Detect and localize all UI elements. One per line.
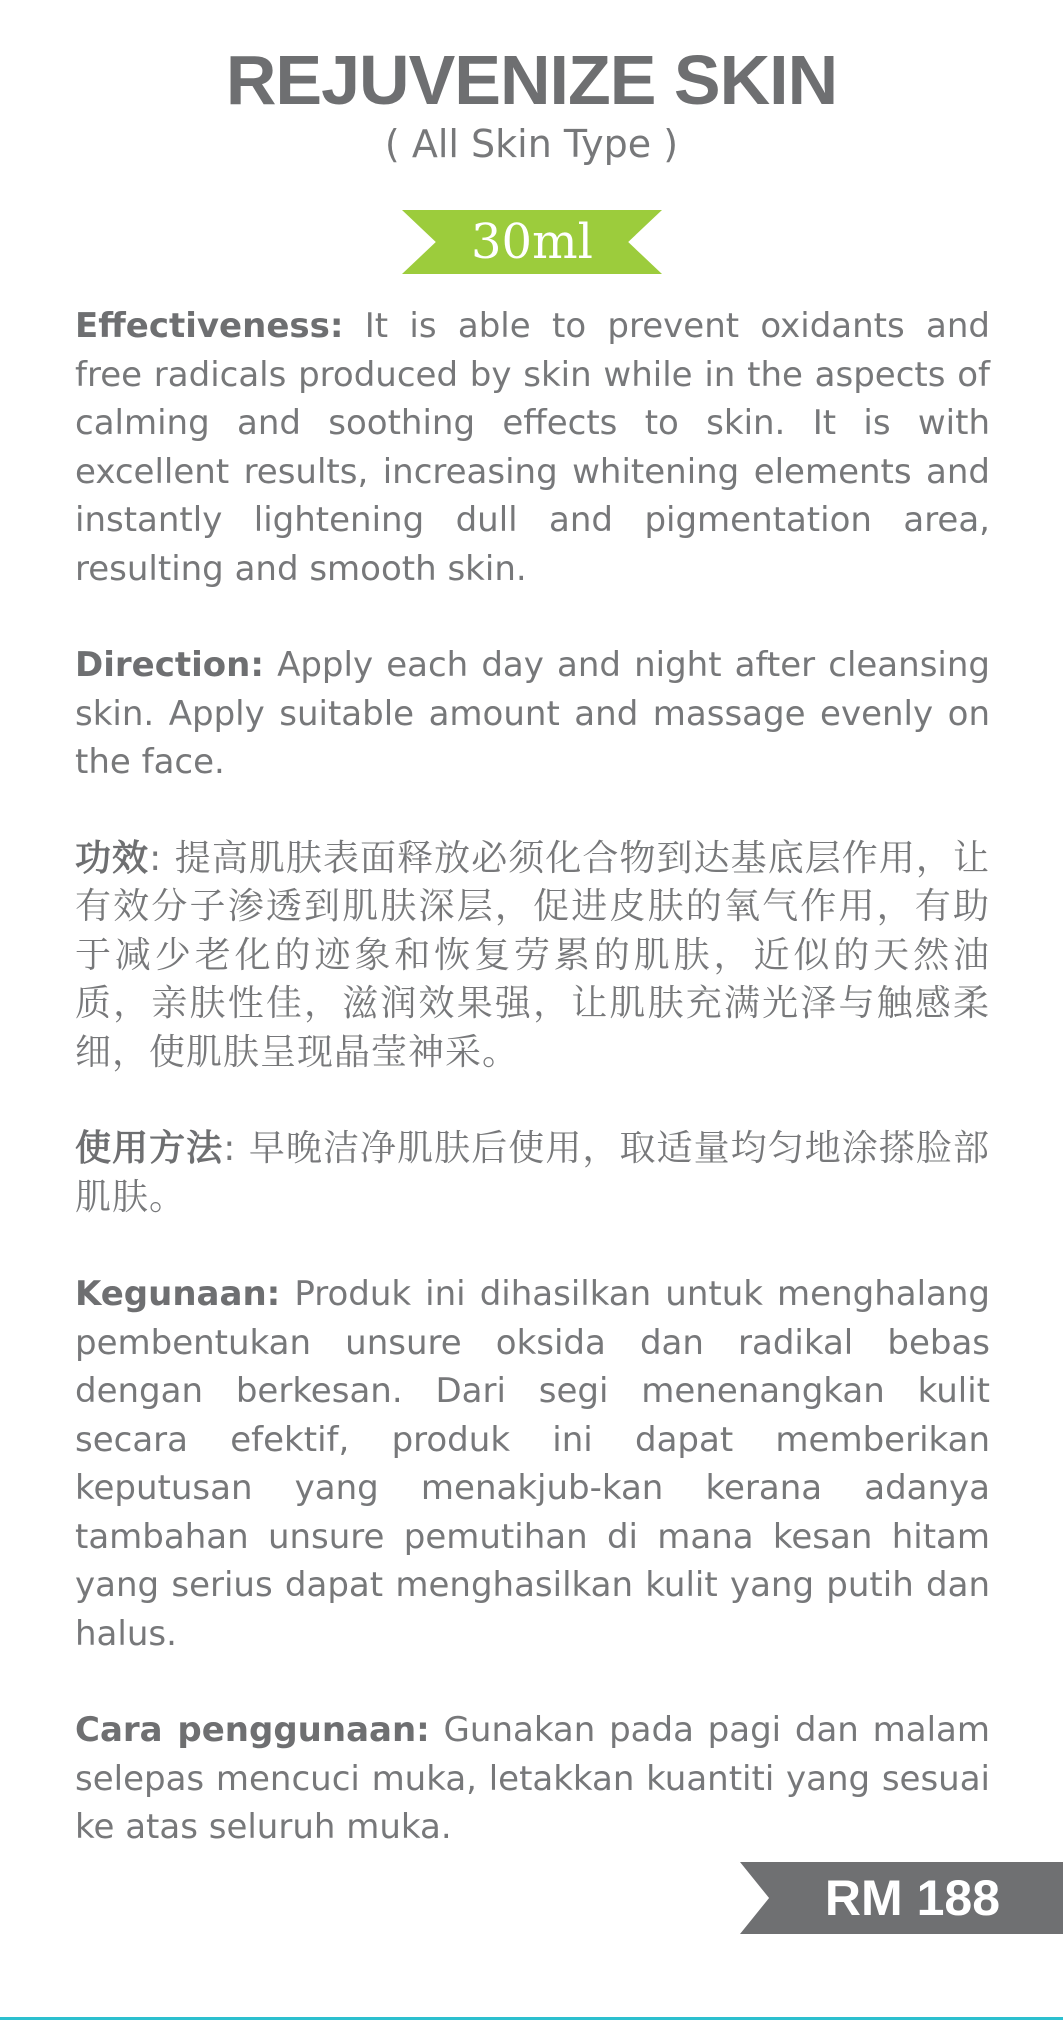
gongxiao-label: 功效 [75,837,150,879]
product-title: REJUVENIZE SKIN [225,41,838,119]
cara-label: Cara penggunaan: [75,1710,430,1750]
cara-paragraph [75,1706,990,1852]
shiyong-paragraph [75,1125,990,1222]
cara-text: Gunakan pada pagi dan malam selepas mencuci muka, letakkan kuantiti yang sesuai ke atas seluruh muka. [75,1710,990,1847]
effectiveness-paragraph [75,302,990,593]
price-label: RM 188 [824,1870,1000,1926]
kegunaan-text: Produk ini dihasilkan untuk menghalang pembentukan unsure oksida dan radikal bebas dengan berkesan. Dari segi menenangkan kulit secara efektif, produk ini dapat memberikan keputusan yang menakjub-kan kerana adanya tambahan unsure pemutihan di mana kesan hitam yang serius dapat menghasilkan kulit yang putih dan halus. [75,1274,990,1654]
direction-text: Apply each day and night after cleansing skin. Apply suitable amount and massage evenly on the face. [75,645,990,782]
product-subtitle: ( All Skin Type ) [384,122,679,166]
effectiveness-text: It is able to prevent oxidants and free radicals produced by skin while in the aspects of calming and soothing effects to skin. It is with excellent results, increasing whitening elements and instantly lightening dull and pigmentation area, resulting and smooth skin. [75,306,990,589]
shiyong-label: 使用方法 [75,1128,224,1169]
gongxiao-paragraph [75,835,990,1078]
description-content [75,302,990,1900]
shiyong-text: : 早晚洁净肌肤后使用，取适量均匀地涂搽脸部肌肤。 [75,1128,990,1218]
kegunaan-paragraph [75,1270,990,1658]
direction-label: Direction: [75,645,264,685]
effectiveness-label: Effectiveness: [75,306,344,346]
direction-paragraph [75,641,990,787]
kegunaan-label: Kegunaan: [75,1274,281,1314]
gongxiao-text: : 提高肌肤表面释放必须化合物到达基底层作用，让有效分子渗透到肌肤深层，促进皮肤的氧气作用，有助于减少老化的迹象和恢复劳累的肌肤，近似的天然油质，亲肤性佳，滋润效果强，让肌肤充满光泽与触感柔细，使肌肤呈现晶莹神采。 [75,837,990,1073]
volume-label: 30ml [471,214,593,270]
